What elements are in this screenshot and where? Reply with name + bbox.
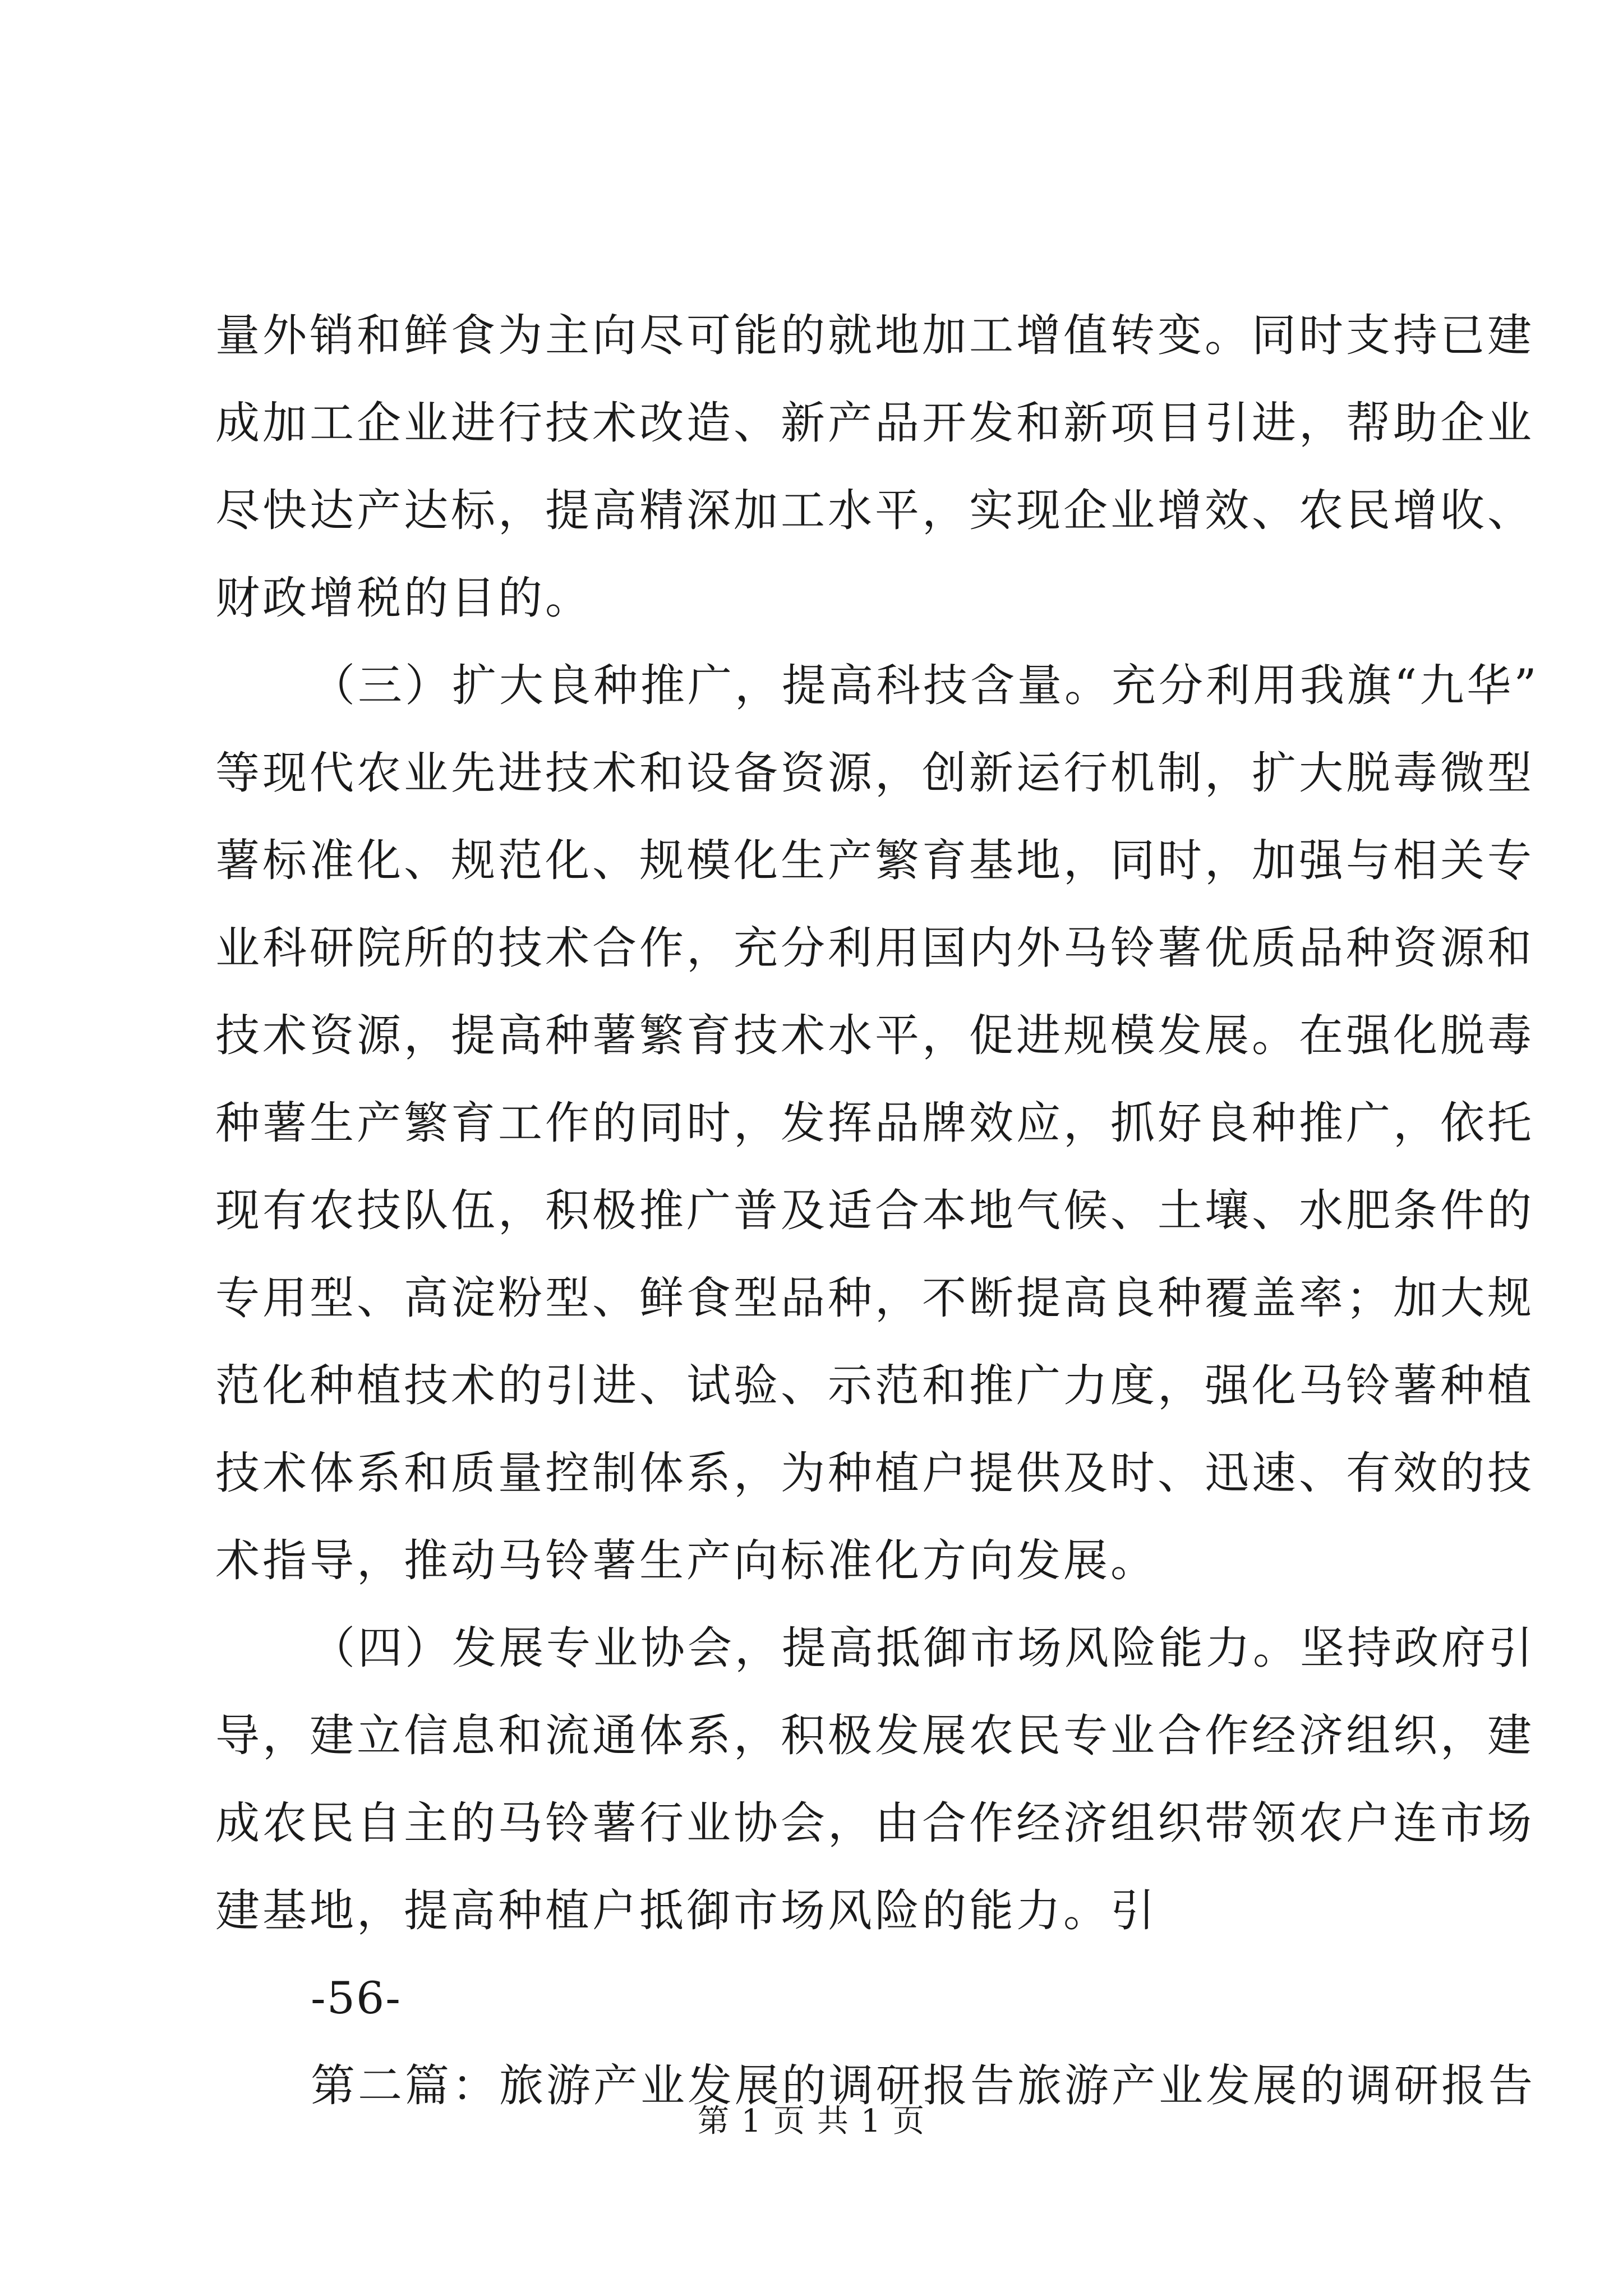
paragraph-line: 现有农技队伍，积极推广普及适合本地气候、土壤、水肥条件的 [215, 1185, 1534, 1236]
paragraph-line: 导，建立信息和流通体系，积极发展农民专业合作经济组织，建 [215, 1710, 1534, 1761]
paragraph-line: 薯标准化、规范化、规模化生产繁育基地，同时，加强与相关专 [215, 835, 1534, 886]
paragraph-line: 业科研院所的技术合作，充分利用国内外马铃薯优质品种资源和 [215, 922, 1534, 974]
paragraph-line: 量外销和鲜食为主向尽可能的就地加工增值转变。同时支持已建 [215, 310, 1534, 361]
paragraph-line: 建基地，提高种植户抵御市场风险的能力。引 [215, 1885, 1158, 1936]
paragraph-line: （三）扩大良种推广，提高科技含量。充分利用我旗“九华” [311, 660, 1539, 711]
paragraph-line: 等现代农业先进技术和设备资源，创新运行机制，扩大脱毒微型 [215, 747, 1534, 799]
section-heading: 第二篇：旅游产业发展的调研报告旅游产业发展的调研报告 [311, 2060, 1536, 2111]
paragraph-line: 财政增税的目的。 [215, 572, 592, 624]
paragraph-line: 尽快达产达标，提高精深加工水平，实现企业增效、农民增收、 [215, 485, 1534, 536]
paragraph-line: 技术体系和质量控制体系，为种植户提供及时、迅速、有效的技 [215, 1447, 1534, 1499]
paragraph-line: 术指导，推动马铃薯生产向标准化方向发展。 [215, 1535, 1158, 1586]
paragraph-line: 成加工企业进行技术改造、新产品开发和新项目引进，帮助企业 [215, 397, 1534, 449]
paragraph-line: 种薯生产繁育工作的同时，发挥品牌效应，抓好良种推广，依托 [215, 1097, 1534, 1149]
paragraph-line: 成农民自主的马铃薯行业协会，由合作经济组织带领农户连市场 [215, 1797, 1534, 1849]
paragraph-line: 范化种植技术的引进、试验、示范和推广力度，强化马铃薯种植 [215, 1360, 1534, 1411]
paragraph-line: （四）发展专业协会，提高抵御市场风险能力。坚持政府引 [311, 1622, 1536, 1674]
paragraph-line: 技术资源，提高种薯繁育技术水平，促进规模发展。在强化脱毒 [215, 1010, 1534, 1061]
inline-page-number: -56- [311, 1972, 402, 2024]
document-body [215, 292, 1539, 2129]
page-footer: 第 1 页 共 1 页 [697, 2103, 926, 2139]
paragraph-line: 专用型、高淀粉型、鲜食型品种，不断提高良种覆盖率；加大规 [215, 1272, 1534, 1324]
